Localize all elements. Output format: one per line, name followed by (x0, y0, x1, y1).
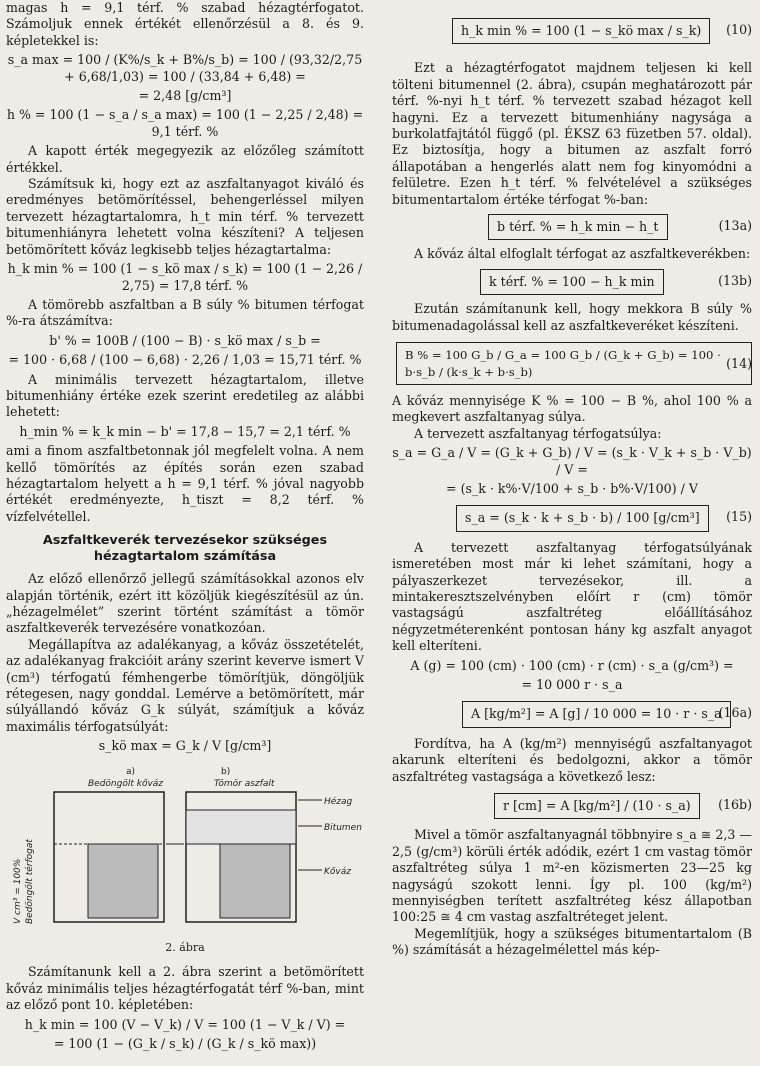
paragraph: Ezután számítanunk kell, hogy mekkora B súly % bitumenadagolással kell az aszfaltkeveréket készíteni. (392, 301, 752, 333)
equation: h % = 100 (1 − s_a / s_a max) = 100 (1 − 2,25 / 2,48) = 9,1 térf. % (6, 107, 364, 139)
figure-2-diagram (6, 764, 364, 934)
equation: s_kö max = G_k / V [g/cm³] (98, 738, 272, 754)
paragraph: A tömörebb aszfaltban a B súly % bitumen térfogat %-ra átszámítva: (6, 296, 364, 329)
equation-row (392, 18, 752, 44)
paragraph: A kőváz által elfoglalt térfogat az aszfaltkeverékben: (414, 246, 751, 262)
equation-row (392, 701, 752, 727)
equation: = 2,48 [g/cm³] (138, 88, 232, 104)
paragraph: ami a finom aszfaltbetonnak jól megfelelt volna. A nem kellő tömörítés az építés során ezen szabad hézagtartalom helyett a h = 9,1 térf. % jóval nagyobb értékét eredményezte, h_tiszt = 8,2 térf. % vízfelvétellel. (6, 443, 364, 524)
equation: b' % = 100B / (100 − B) · s_kö max / s_b = (49, 332, 321, 348)
paragraph: Ezt a hézagtérfogatot majdnem teljesen ki kell tölteni bitumennel (2. ábra), csupán meghatározott pár térf. %-nyi h_t térf. % tervezett szabad hézagot kell hagyni. Ez a tervezett bitumenhiány nagysága a burkolatfajtától függő (pl. ÉKSZ 63 füzetben 57. oldal). Ez biztosítja, hogy a bitumen az aszfalt forró állapotában a hengerlés alatt nem fog kinyomódni a felületre. Ezen h_t térf. % felvételével a szükséges bitumentartalom értéke térfogat %-ban: (392, 60, 752, 207)
equation: = 100 (1 − (G_k / s_k) / (G_k / s_kö max)) (53, 1036, 317, 1052)
equation: = 10 000 r · s_a (521, 677, 623, 692)
boxed-equation: B % = 100 G_b / G_a = 100 G_b / (G_k + G_b) = 100 · b·s_b / (k·s_k + b·s_b) (396, 342, 752, 385)
equation-number: (13b) (718, 272, 752, 288)
figure-label-a: a) (126, 766, 136, 777)
paragraph: Fordítva, ha A (kg/m²) mennyiségű aszfaltanyagot akarunk elteríteni és bedolgozni, akkor a tömör aszfaltréteg vastagsága a következő lesz: (392, 735, 752, 784)
paragraph: A kőváz mennyisége K % = 100 − B %, ahol 100 % a megkevert aszfaltanyag súlya. (392, 392, 752, 425)
equation-row (392, 269, 752, 295)
paragraph: Számítsuk ki, hogy ezt az aszfaltanyagot kiváló és eredményes betömörítéssel, behengerléssel milyen tervezett hézagtartalomra, h_t min térf. % tervezett bitumenhiányra lehetett volna készíteni? A teljesen betömörített kőváz legkisebb teljes hézagtartalma: (6, 176, 364, 257)
figure-label-hezag: Hézag (324, 796, 353, 807)
figure-aggregate-b (220, 844, 290, 918)
paragraph: Az előző ellenőrző jellegű számításokkal azonos elv alapján történik, ezért itt közöljük kiegészítésül az ún. „hézagelmélet” szerint történt számítást a tömör aszfaltkeverék tervezésére vonatkozóan. (6, 571, 364, 636)
paragraph: Megállapítva az adalékanyag, a kőváz összetételét, az adalékanyag frakcióit arány szerint keverve ismert V (cm³) térfogatú fémhengerbe tömörítjük, döngöljük rétegesen, nagy gonddal. Lemérve a betömörített, már súlyállandó kőváz G_k súlyát, számítjuk a kőváz maximális térfogatsúlyát: (6, 636, 364, 734)
figure-aggregate-a (88, 844, 158, 918)
paragraph: A tervezett aszfaltanyag térfogatsúlyának ismeretében most már ki lehet számítani, hogy a pályaszerkezet tervezésekor, ill. a mintakeresztszelvényben előírt r (cm) tömör vastagságú aszfaltréteg előállításához négyzetméterenként pontosan hány kg aszfalt anyagot kell elteríteni. (392, 539, 752, 654)
section-heading (6, 533, 364, 565)
equation-number: (16a) (718, 705, 752, 721)
equation-row (392, 342, 752, 385)
equation: = (s_k · k%·V/100 + s_b · b%·V/100) / V (446, 480, 698, 496)
heading-line: Aszfaltkeverék tervezésekor szükséges (42, 533, 328, 549)
figure-label-koavz: Kőváz (324, 866, 351, 877)
equation: s_a max = 100 / (K%/s_k + B%/s_b) = 100 / (93,32/2,75 + 6,68/1,03) = 100 / (33,84 + 6,48) = (7, 52, 363, 84)
paragraph: Számítanunk kell a 2. ábra szerint a betömörített kőváz minimális teljes hézagtérfogatát térf %-ban, mint az előző pont 10. képletében: (6, 964, 364, 1013)
equation-number: (10) (726, 22, 752, 37)
paragraph: A tervezett aszfaltanyag térfogatsúlya: (414, 425, 662, 441)
equation: A (g) = 100 (cm) · 100 (cm) · r (cm) · s_a (g/cm³) = (410, 657, 734, 673)
paragraph: A minimális tervezett hézagtartalom, illetve bitumenhiány értéke ezek szerint eredetileg az alábbi lehetett: (6, 371, 364, 420)
figure-caption: 2. ábra (165, 941, 205, 955)
heading-line: hézagtartalom számítása (93, 549, 277, 565)
figure-title-b: Tömör aszfalt (214, 778, 275, 789)
paragraph: magas h = 9,1 térf. % szabad hézagtérfogatot. Számoljuk ennek értékét ellenőrzésül a 8. és 9. képletekkel is: (6, 0, 364, 48)
equation-row (392, 793, 752, 819)
paragraph: Megemlítjük, hogy a szükséges bitumentartalom (B %) számítását a hézagelmélettel más kép- (392, 925, 752, 958)
boxed-equation: A [kg/m²] = A [g] / 10 000 = 10 · r · s_a (462, 701, 731, 727)
equation: h_k min = 100 (V − V_k) / V = 100 (1 − V_k / V) = (24, 1016, 346, 1032)
boxed-equation: k térf. % = 100 − h_k min (480, 269, 664, 295)
figure-label-side: Bedöngölt térfogat (25, 838, 35, 924)
equation-number: (14) (726, 356, 752, 372)
equation-number: (13a) (718, 218, 752, 234)
equation: = 100 · 6,68 / (100 − 6,68) · 2,26 / 1,03 = 15,71 térf. % (8, 352, 362, 368)
paragraph: A kapott érték megegyezik az előzőleg számított értékkel. (6, 143, 364, 175)
equation: s_a = G_a / V = (G_k + G_b) / V = (s_k · V_k + s_b · V_b) / V = (392, 445, 752, 477)
paragraph: Mivel a tömör aszfaltanyagnál többnyire s_a ≅ 2,3 — 2,5 (g/cm³) körüli érték adódik, ezért 1 cm vastag tömör aszfaltréteg súlya 1 m²-en közismerten 23—25 kg nagyságú szokott lenni. Így pl. 100 (kg/m²) mennyiségben terített aszfaltréteg kész állapotban 100:25 ≅ 4 cm vastag aszfaltréteget jelent. (392, 827, 752, 925)
equation-number: (15) (726, 509, 752, 525)
figure-label-bitumen: Bitumen (324, 822, 362, 833)
boxed-equation: b térf. % = h_k min − h_t (488, 214, 668, 240)
equation-number: (16b) (718, 797, 752, 813)
equation-row (392, 505, 752, 531)
boxed-equation: s_a = (s_k · k + s_b · b) / 100 [g/cm³] (456, 505, 709, 531)
figure-bitumen (186, 810, 296, 844)
equation-row (392, 214, 752, 240)
figure-label-vcm: V cm³ = 100% (13, 858, 23, 924)
figure-label-b: b) (221, 766, 231, 777)
left-column (6, 0, 364, 1056)
boxed-equation: h_k min % = 100 (1 − s_kö max / s_k) (452, 18, 710, 44)
equation: h_min % = k_k min − b' = 17,8 − 15,7 = 2,1 térf. % (19, 423, 351, 439)
equation: h_k min % = 100 (1 − s_kö max / s_k) = 100 (1 − 2,26 / 2,75) = 17,8 térf. % (7, 261, 363, 293)
figure-title-a: Bedöngölt kőváz (88, 778, 164, 789)
boxed-equation: r [cm] = A [kg/m²] / (10 · s_a) (494, 793, 700, 819)
right-column (392, 0, 752, 959)
